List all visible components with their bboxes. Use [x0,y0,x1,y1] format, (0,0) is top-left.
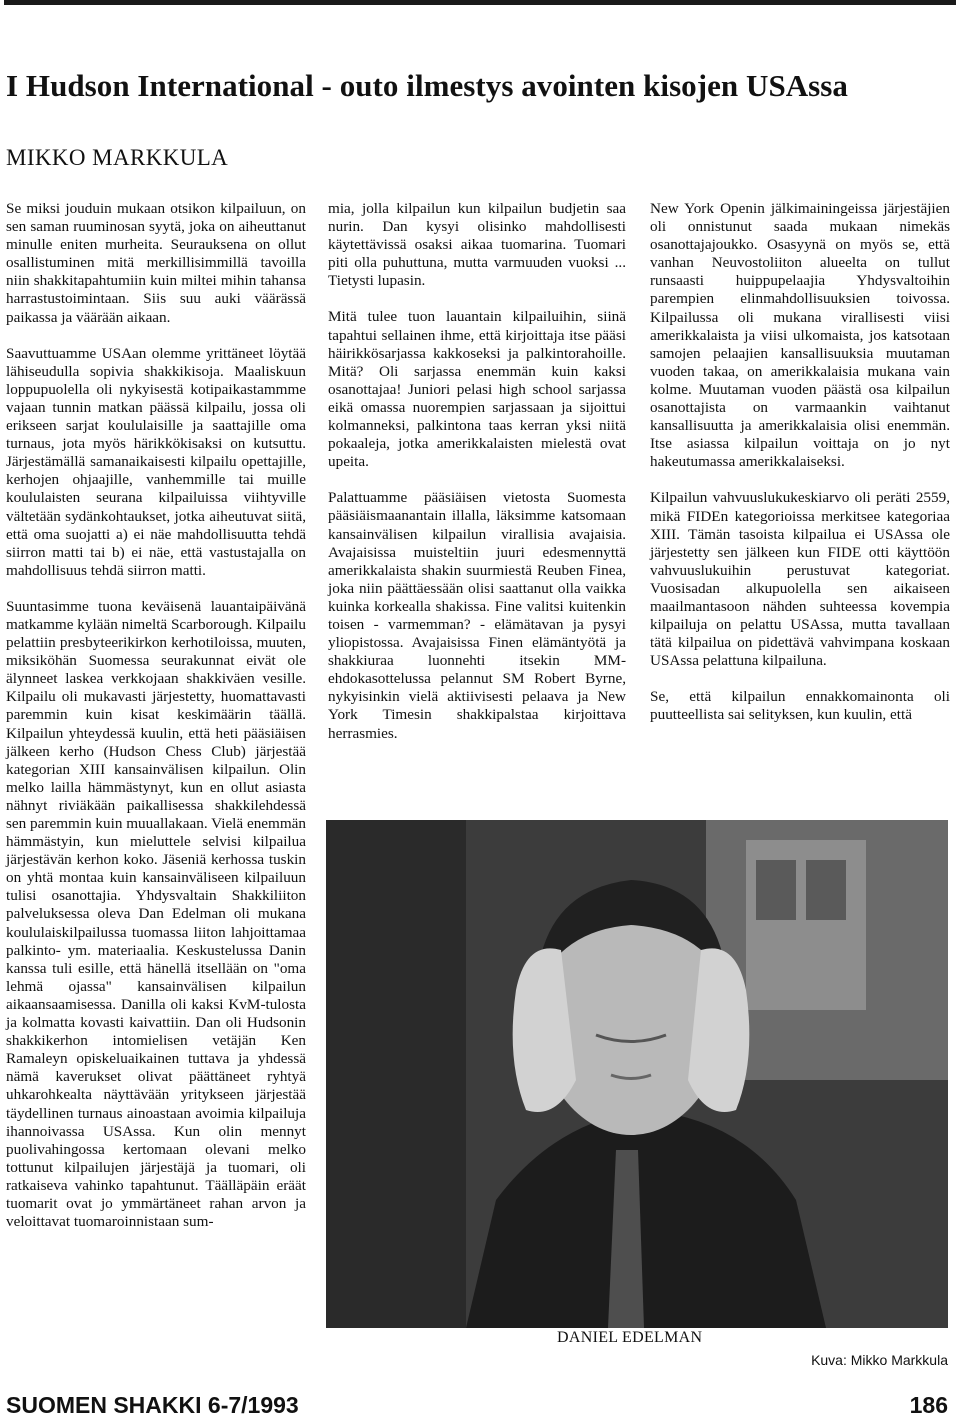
portrait-photo [326,820,948,1328]
paragraph: Se miksi jouduin mukaan otsikon kilpailuun, on sen saman ruuminosan syytä, joka on aiheuttanut minulle eniten murheita. Seurauksena on ollut osallistuminen mitä merkillisimmillä tavoilla niin shakkitapahtumiin kuin miltei mihin tahansa harrastustoimintaan. Siis suu auki väärässä paikassa ja väärään aikaan. [6,200,306,326]
paragraph: Saavuttuamme USAan olemme yrittäneet löytää lähiseudulla sopivia shakkikisoja. Maaliskuun loppupuolella oli nykyisestä kotipaikastammme vajaan tunnin matkan päässä kilpailu, jossa oli erikseen sarjat koululaisille ja saattajille oma turnaus, jota myös härikkökisaksi on kutsuttu. Järjestämällä samanaikaisesti kilpailu opettajille, kerhojen ohjaajille, vanhemmille tai muille koululaisten seurana kilpailuissa viihtyville vältetään sydänkohtaukset, jotka aiheutuvat siitä, että oma suojatti a) ei näe mahdollisuutta tehdä siirron matti tai b) ei näe, että vastustajalla on mahdollisuus tehdä siirron matti. [6,344,306,579]
paragraph: Palattuamme pääsiäisen vietosta Suomesta pääsiäismaanantain illalla, läksimme katsomaan kansainvälisen kilpailun virallisia avajaisia. Avajaisissa muisteltiin juuri edesmennyttä amerikkalaista shakin suurmiestä Reuben Finea, joka niin päättäessään olisi saattanut olla vaikka kuinka korkealla shakissa. Fine valitsi kuitenkin toisen - varmemman? - elämätavan ja pysyi yliopistossa. Avajaisissa Finen elämäntyötä ja shakkiuraa luonnehti itsekin MM-ehdokasottelussa pelannut SM Robert Byrne, nykyisinkin vielä aktiivisesti pelaava ja New York Timesin shakkipalstaa kirjoittava herrasmies. [328,489,626,742]
paragraph: mia, jolla kilpailun kun kilpailun budjetin saa nurin. Dan kysyi olisinko mahdollisesti käytettävissä osaksi aikaa tuomarina. Tuomari piti olla puhuttuna, mutta varmuuden vuoksi ... Tietysti lupasin. [328,200,626,290]
paragraph: New York Openin jälkimainingeissa järjestäjien oli onnistunut saada mukaan nimekäs osanottajajoukko. Osasyynä on myös se, että vanhan Neuvostoliiton alueelta on tullut runsaasti huippupelaajia Yhdysvaltoihin parempien elinmahdollisuuksien toivossa. Kilpailussa oli mukana virallisesti viisi amerikkalaista ja viisi ulkomaista, jos katsotaan samojen pelaajien kansallisuuksia muutaman vuoden takaa, on amerikkalaisia mukana vain kolme. Muutaman vuoden päästä osa kilpailun osanottajista on varmaankin vaihtanut kansallisuutta ja amerikkalaisia olisi enemmän. Itse asiassa kilpailun voittaja on jo nyt hakeutumassa amerikkalaiseksi. [650,200,950,471]
top-rule [4,0,956,5]
paragraph: Suuntasimme tuona keväisenä lauantaipäivänä matkamme kylään nimeltä Scarborough. Kilpailu pelattiin presbyteerikirkon kerhotiloissa, muuten, miksiköhän Suomessa seurakunnat eivät ole älynneet laskea verkkojaan shakkiväen vesille. Kilpailu oli mukavasti järjestetty, huomattavasti paremmin kuin kisat keskimäärin täällä. Kilpailun yhteydessä kuulin, että heti pääsiäisen jälkeen kerho (Hudson Chess Club) järjestää kategorian XIII kansainvälisen kilpailun. Olin melko lailla hämmästynyt, kun en ollut asiasta nähnyt riviäkään paikallisessa shakkilehdessä sen paremmin kuin muuallakaan. Vielä enemmän hämmästyin, kun mieluttele selvisi kilpailua järjestävän kerhon koko. Jäseniä kerhossa tuskin on yhtä montaa kuin kansainväliseen kilpailuun tulisi osanottajia. Yhdysvaltain Shakkiliiton palveluksessa oleva Dan Edelman oli mukana koululaiskilpailussa tuomassa liiton lahjoittamaa palkinto- ym. materiaalia. Keskustelussa Danin kanssa tuli esille, että hänellä itsellään on "oma lehmä ojassa" kansainvälisen kilpailun aikaansaamisessa. Danilla oli kaksi KvM-tulosta ja kolmatta kovasti kaivattiin. Dan oli Hudsonin shakkikerhon intomielisen vetäjän Ken Ramaleyn opiskeluaikainen tuttava ja yhdessä nämä kaverukset olivat päättäneet ryhtyä uhkarohkealta näyttävään yritykseen järjestää täydellinen turnaus ainoastaan avoimia kilpailuja ihannoivassa USAssa. Kun olin mennyt puolivahingossa kertomaan olevani melko tottunut kilpailujen järjestäjä ja tuomari, oli ratkaiseva vahinko tapahtunut. Täälläpäin eräät tuomarit ovat jo ymmärtäneet rahan arvon ja veloittavat tuomaroinnistaan sum- [6,597,306,1231]
photo-credit: Kuva: Mikko Markkula [811,1352,948,1368]
paragraph: Kilpailun vahvuuslukukeskiarvo oli peräti 2559, mikä FIDEn kategorioissa merkitsee kategoriaa XIII. Tämän tasoista kilpailua ei USAssa ole järjestetty sen jälkeen kun FIDE otti käyttöön vahvuuslukuihin perustuvat kategoriat. Vuosisadan alkupuolella sen aikaiseen maailmantasoon nähden suhteessa kovempia kilpailuja on pelattu USAssa, mutta tavallaan tätä kilpailua on pidettävä vahvimpana koskaan USAssa pelattuna kilpailuna. [650,489,950,670]
article-title: I Hudson International - outo ilmestys avointen kisojen USAssa [6,68,848,103]
photo-caption: DANIEL EDELMAN [557,1329,703,1346]
text-column-3 [650,200,950,743]
article-author: MIKKO MARKKULA [6,145,229,170]
paragraph: Mitä tulee tuon lauantain kilpailuihin, siinä tapahtui sellainen ihme, että kirjoittaja itse pääsi häirikkösarjassa kakkoseksi ja palkintorahoille. Mitä? Oli sarjassa enemmän kuin kaksi osanottajaa! Juniori pelasi high school sarjassa eikä omassa nuorempien sarjassaan ja sijoittui kolmanneksi, palkintona taas kerran yksi niitä pokaaleja, jotka amerikkalaisten mielestä ovat upeita. [328,308,626,471]
footer-publication: SUOMEN SHAKKI 6-7/1993 [6,1392,299,1418]
text-column-2 [328,200,626,761]
footer-page-number: 186 [909,1392,948,1418]
text-column-1 [6,200,306,1249]
paragraph: Se, että kilpailun ennakkomainonta oli puutteellista sai selityksen, kun kuulin, että [650,688,950,724]
